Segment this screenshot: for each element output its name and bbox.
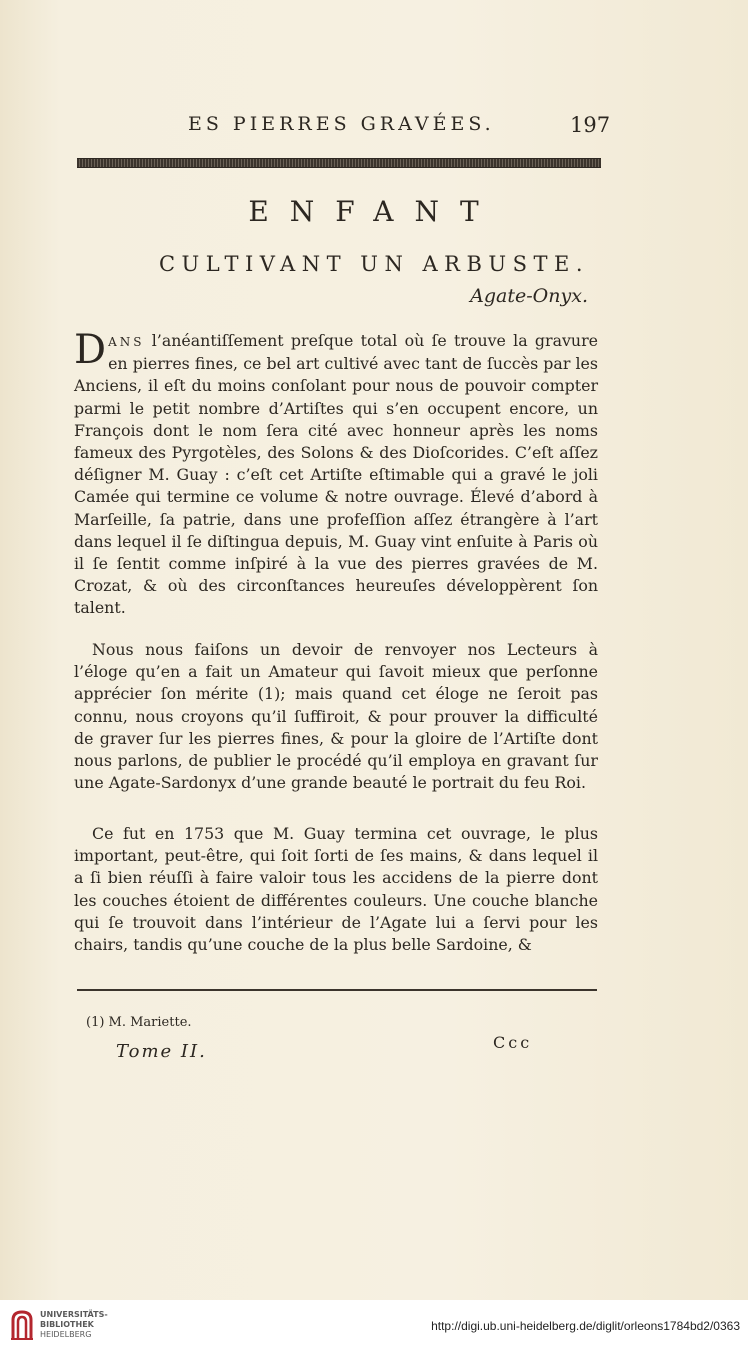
chapter-subtitle: CULTIVANT UN ARBUSTE. <box>158 252 590 276</box>
library-logo-icon[interactable] <box>9 1308 35 1342</box>
footnote: (1) M. Mariette. <box>86 1015 192 1030</box>
ornamental-rule <box>77 158 601 168</box>
signature-mark: Ccc <box>493 1033 533 1052</box>
library-name-line: BIBLIOTHEK <box>40 1320 94 1329</box>
paragraph-1 <box>74 327 598 620</box>
library-name-line: UNIVERSITÄTS- <box>40 1310 108 1319</box>
library-name-line: HEIDELBERG <box>40 1330 92 1339</box>
viewer-footer <box>0 1300 748 1352</box>
small-caps-lead: ANS <box>108 335 145 349</box>
footnote-rule <box>77 989 597 991</box>
page-number: 197 <box>570 113 611 137</box>
gem-material: Agate-Onyx. <box>470 285 588 307</box>
drop-cap: D <box>74 327 107 373</box>
tome-label: Tome II. <box>116 1041 207 1062</box>
library-name <box>40 1310 108 1340</box>
paragraph-2: Nous nous faiſons un devoir de renvoyer nos Lecteurs à l’éloge qu’en a fait un Amateur qui ſavoit mieux que perſonne apprécier ſon mérite (1); mais quand cet éloge ne ſeroit pas connu, nous croyons qu’il ſuffiroit, & pour prouver la difficulté de graver ſur les pierres fines, & pour la gloire de l’Artiſte dont nous parlons, de publier le procédé qu’il employa en gravant ſur une Agate-Sardonyx d’une grande beauté le portrait du feu Roi. <box>74 640 598 793</box>
chapter-title: ENFANT <box>248 195 500 228</box>
paragraph-3: Ce fut en 1753 que M. Guay termina cet ouvrage, le plus important, peut-être, qui ſoit ſorti de ſes mains, & dans lequel il a ſi bien réuſſi à faire valoir tous les accidens de la pierre dont les couches étoient de différentes couleurs. Une couche blanche qui ſe trouvoit dans l’intérieur de l’Agate lui a ſervi pour les chairs, tandis qu’une couche de la plus belle Sardoine, & <box>74 824 598 955</box>
paragraph-1-text: l’anéantiſſement preſque total où ſe trouve la gravure en pierres fines, ce bel art cultivé avec tant de ſuccès par les Anciens, il eſt du moins conſolant pour nous de pouvoir compter parmi le petit nombre d’Artiſtes qui s’en occupent encore, un François dont le nom ſera cité avec honneur après les noms fameux des Pyrgotèles, des Solons & des Dioſcorides. C’eſt aſſez déſigner M. Guay : c’eſt cet Artiſte eſtimable qui a gravé le joli Camée qui termine ce volume & notre ouvrage. Élevé d’abord à Marſeille, ſa patrie, dans une profeſſion aſſez étrangère à l’art dans lequel il ſe diſtingua depuis, M. Guay vint enſuite à Paris où il ſe ſentit comme inſpiré à la vue des pierres gravées de M. Crozat, & où des circonſtances heureuſes développèrent ſon talent. <box>74 331 598 618</box>
running-head-title: ES PIERRES GRAVÉES. <box>188 113 495 135</box>
permalink[interactable]: http://digi.ub.uni-heidelberg.de/diglit/orleons1784bd2/0363 <box>431 1319 740 1333</box>
